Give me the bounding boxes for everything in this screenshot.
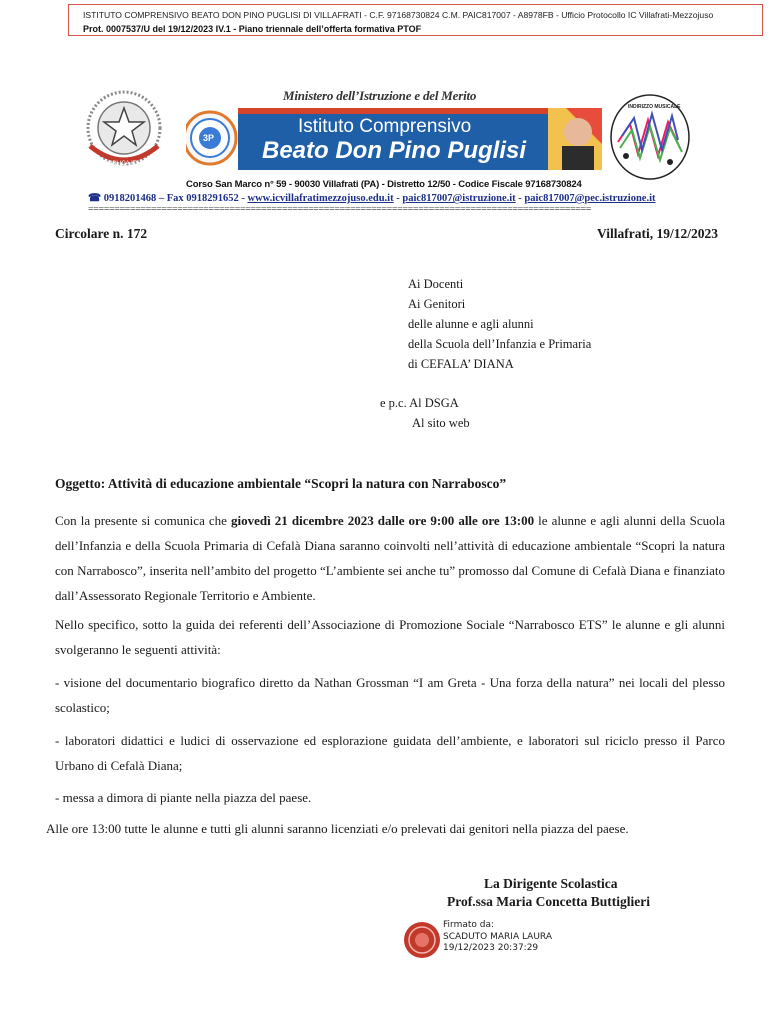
protocol-stamp — [68, 4, 763, 36]
signature-name: Prof.ssa Maria Concetta Buttiglieri — [447, 894, 650, 909]
website-link[interactable]: www.icvillafratimezzojuso.edu.it — [247, 193, 394, 204]
recipient-line: della Scuola dell’Infanzia e Primaria — [408, 337, 592, 351]
paragraph-text: le alunne e agli alunni della Scuola dell’Infanzia e della Scuola Primaria di Cefalà Diana saranno coinvolti nell’attività di educazione ambientale “Scopri la natura con Narrabosco”, inserita nell’ambito del progetto “L’ambiente sei anche tu” promosso dal Comune di Cefalà Diana e finanziato dall’Assessorato Regionale Territorio e Ambiente. — [55, 513, 726, 603]
signature-title: La Dirigente Scolastica — [484, 876, 618, 891]
header-divider: ================================================================================================ — [88, 204, 592, 215]
protocol-line-1: ISTITUTO COMPRENSIVO BEATO DON PINO PUGLISI DI VILLAFRATI - C.F. 97168730824 C.M. PAIC817007 - A8978FB - Ufficio Protocollo IC Villafrati-Mezzojuso — [83, 10, 714, 20]
paragraph-announcement — [55, 508, 725, 608]
phone-fax: ☎ 0918201468 – Fax 0918291652 - — [88, 193, 248, 204]
recipients-block — [408, 274, 591, 374]
document-date: Villafrati, 19/12/2023 — [597, 226, 718, 241]
cc-line-2: Al sito web — [412, 416, 470, 430]
subject-line: Oggetto: Attività di educazione ambientale “Scopri la natura con Narrabosco” — [55, 476, 507, 491]
school-name-line-2: Beato Don Pino Puglisi — [262, 137, 527, 164]
circular-number: Circolare n. 172 — [55, 226, 148, 241]
digital-signature-line: SCADUTO MARIA LAURA — [443, 931, 552, 942]
email-link[interactable]: paic817007@istruzione.it — [402, 193, 516, 204]
music-logo-text: INDIRIZZO MUSICALE — [628, 104, 681, 110]
digital-signature-line: 19/12/2023 20:37:29 — [443, 943, 539, 953]
digital-signature-line: Firmato da: — [443, 920, 495, 930]
school-name-line-1: Istituto Comprensivo — [298, 116, 472, 137]
school-address: Corso San Marco n° 59 - 90030 Villafrati (PA) - Distretto 12/50 - Codice Fiscale 97168730824 — [186, 179, 582, 190]
event-date-time: giovedì 21 dicembre 2023 dalle ore 9:00 alle ore 13:00 — [231, 513, 535, 528]
paragraph-closing: Alle ore 13:00 tutte le alunne e tutti gli alunni saranno licenziati e/o prelevati dai genitori nella piazza del paese. — [46, 821, 629, 836]
activity-item: - visione del documentario biografico diretto da Nathan Grossman “I am Greta - Una forza della natura” nei locali del plesso scolastico; — [55, 675, 725, 715]
school-contacts — [88, 192, 656, 204]
recipient-line: Ai Genitori — [408, 297, 466, 311]
emblem-ribbon-text: REPVBBLICA ITALIANA — [92, 161, 158, 167]
ministry-title: Ministero dell’Istruzione e del Merito — [283, 88, 477, 103]
recipient-line: delle alunne e agli alunni — [408, 317, 534, 331]
cc-line-1: e p.c. Al DSGA — [380, 396, 459, 410]
digital-signature-info — [443, 920, 552, 955]
pec-link[interactable]: paic817007@pec.istruzione.it — [524, 193, 656, 204]
paragraph-text: Con la presente si comunica che — [55, 513, 232, 528]
paragraph-details: Nello specifico, sotto la guida dei referenti dell’Associazione di Promozione Sociale “Narrabosco ETS” le alunne e gli alunni svolgeranno le seguenti attività: — [55, 617, 725, 657]
activity-item: - laboratori didattici e ludici di osservazione ed esplorazione guidata dell’ambiente, e laboratori sul riciclo presso il Parco Urbano di Cefalà Diana; — [55, 733, 725, 773]
contact-separator: - — [515, 193, 525, 204]
recipient-line: Ai Docenti — [408, 277, 464, 291]
protocol-line-2: Prot. 0007537/U del 19/12/2023 IV.1 - Piano triennale dell’offerta formativa PTOF — [83, 24, 422, 34]
activity-item: - messa a dimora di piante nella piazza del paese. — [55, 790, 312, 805]
contact-separator: - — [393, 193, 403, 204]
digital-signature-seal-icon — [402, 920, 442, 960]
recipient-line: di CEFALA’ DIANA — [408, 357, 514, 371]
school-badge-text: 3P — [203, 133, 215, 143]
